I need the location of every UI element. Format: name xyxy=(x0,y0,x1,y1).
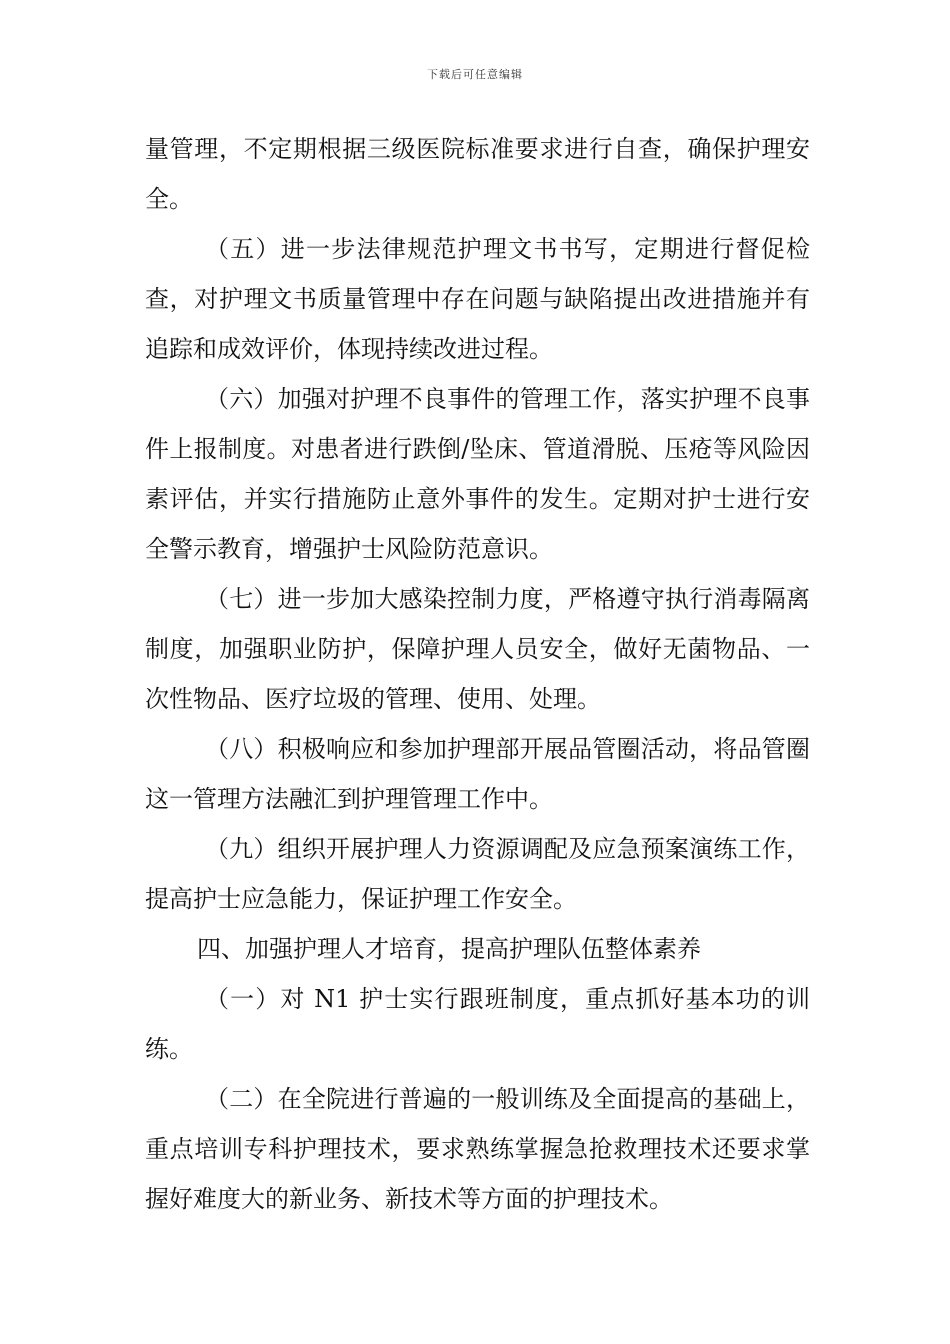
document-body xyxy=(145,124,810,1224)
paragraph-item-7: （七）进一步加大感染控制力度，严格遵守执行消毒隔离制度，加强职业防护，保障护理人员安全，做好无菌物品、一次性物品、医疗垃圾的管理、使用、处理。 xyxy=(145,585,810,713)
paragraph-sub-item-1: （一）对 N1 护士实行跟班制度，重点抓好基本功的训练。 xyxy=(145,985,810,1063)
paragraph-sub-item-2: （二）在全院进行普遍的一般训练及全面提高的基础上，重点培训专科护理技术，要求熟练掌握急抢救理技术还要求掌握好难度大的新业务、新技术等方面的护理技术。 xyxy=(145,1085,810,1213)
paragraph-item-6: （六）加强对护理不良事件的管理工作，落实护理不良事件上报制度。对患者进行跌倒/坠床、管道滑脱、压疮等风险因素评估，并实行措施防止意外事件的发生。定期对护士进行安全警示教育，增强护士风险防范意识。 xyxy=(145,385,810,563)
paragraph-item-5: （五）进一步法律规范护理文书书写，定期进行督促检查，对护理文书质量管理中存在问题与缺陷提出改进措施并有追踪和成效评价，体现持续改进过程。 xyxy=(145,235,810,363)
paragraph-item-8: （八）积极响应和参加护理部开展品管圈活动，将品管圈这一管理方法融汇到护理管理工作中。 xyxy=(145,735,810,813)
section-heading-4: 四、加强护理人才培育，提高护理队伍整体素养 xyxy=(197,935,701,963)
header-note: 下载后可任意编辑 xyxy=(427,68,523,81)
paragraph-continuation: 量管理，不定期根据三级医院标准要求进行自查，确保护理安全。 xyxy=(145,135,810,213)
paragraph-item-9: （九）组织开展护理人力资源调配及应急预案演练工作，提高护士应急能力，保证护理工作安全。 xyxy=(145,835,810,913)
